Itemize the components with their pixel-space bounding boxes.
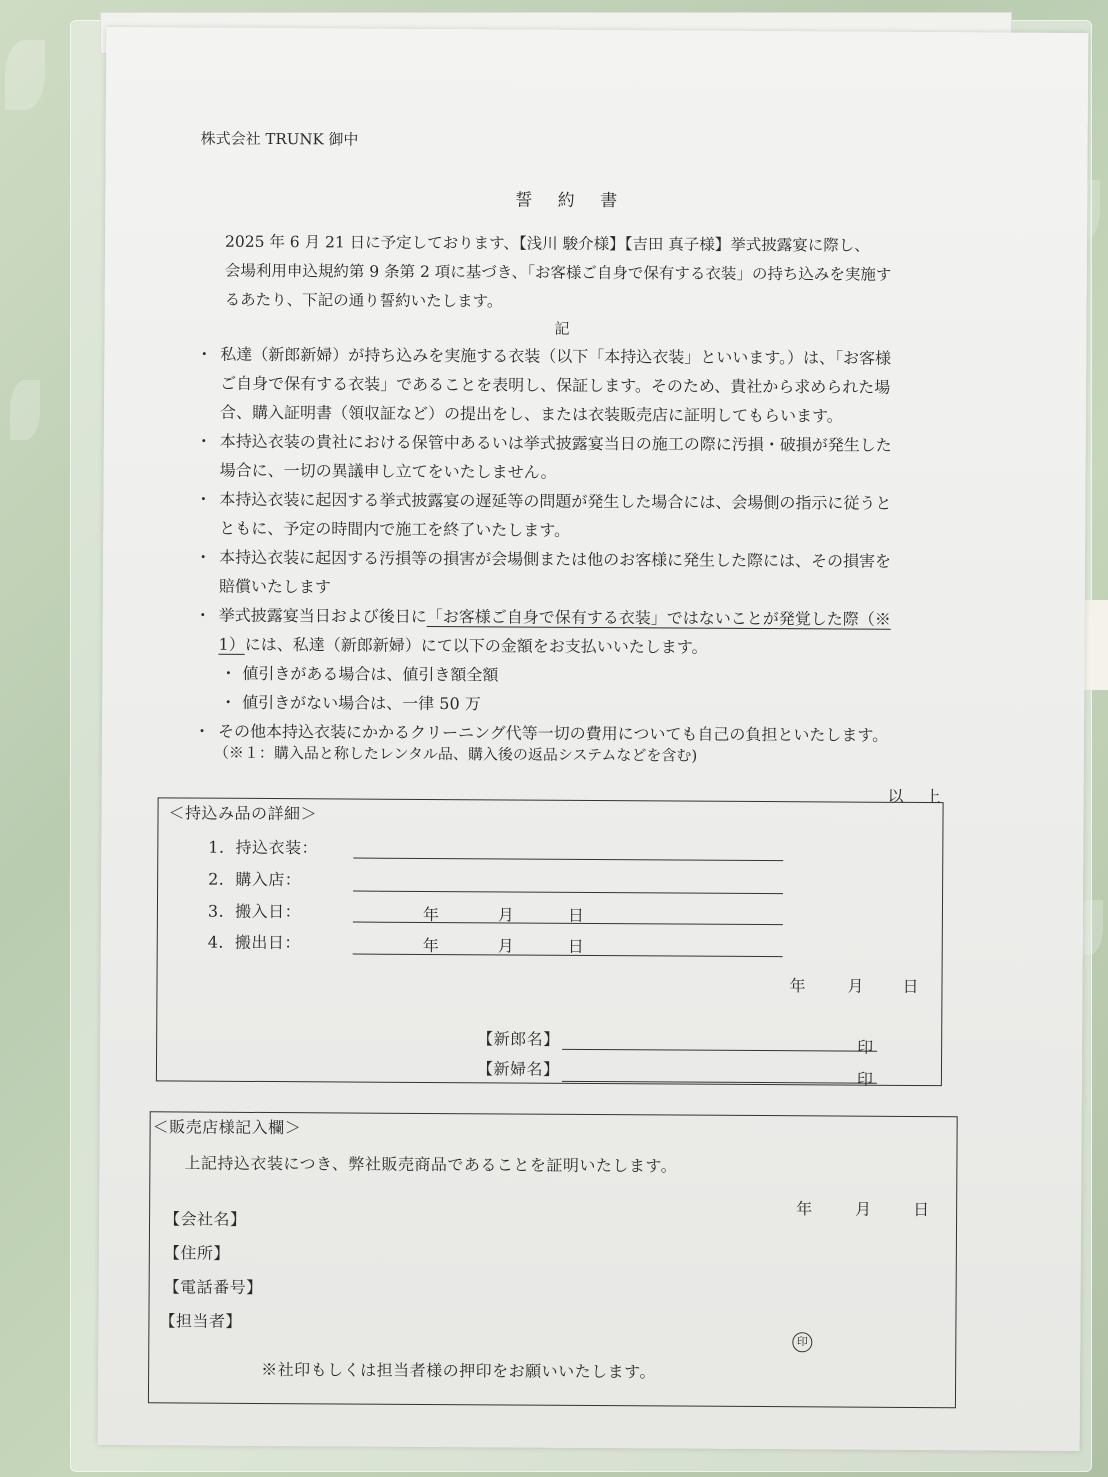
year-label: 年	[789, 976, 807, 996]
bride-name-field[interactable]	[562, 1081, 877, 1084]
item-line: 本持込衣装の貴社における保管中あるいは挙式披露宴当日の施工の際に汚損・破損が発生した	[219, 431, 892, 455]
month-label: 月	[497, 936, 515, 956]
pledge-list	[192, 340, 1054, 751]
bullet-mark: ・	[194, 605, 211, 625]
ki-heading: 記	[554, 319, 570, 338]
person-label: 【担当者】	[159, 1311, 243, 1331]
list-item	[194, 340, 1055, 432]
list-item	[193, 485, 1053, 548]
item-line: 本持込衣装に起因する汚損等の損害が会場側または他のお客様に発生した際には、その損害を	[219, 547, 892, 571]
bullet-mark: ・	[195, 489, 212, 509]
seal-mark: 印	[856, 1069, 874, 1089]
address-label: 【住所】	[163, 1243, 230, 1263]
details-heading: ＜持込み品の詳細＞	[168, 803, 318, 824]
seal-circle-icon: 印	[792, 1332, 812, 1352]
shop-statement: 上記持込衣装につき、弊社販売商品であることを証明いたします。	[184, 1153, 678, 1176]
item-line: 場合に、一切の異議申し立てをいたしません。	[219, 460, 557, 482]
day-label: 日	[567, 905, 585, 925]
footnote: （※１：購入品と称したレンタル品、購入後の返品システムなどを含む)	[213, 743, 698, 765]
item-label-pickup-date: 4．搬出日：	[207, 932, 301, 953]
item-line: その他本持込衣装にかかるクリーニング代等一切の費用についても自己の負担といたします。	[217, 721, 889, 745]
item-line: 合、購入証明書（領収証など）の提出をし、または衣装販売店に証明してもらいます。	[219, 402, 843, 426]
year-label: 年	[796, 1199, 813, 1219]
year-label: 年	[422, 935, 440, 956]
item-line: ともに、予定の時間内で施工を終了いたします。	[219, 518, 571, 540]
intro-line: 会場利用申込規約第 9 条第 2 項に基づき、「お客様ご自身で保有する衣装」の持ち込みを実施す	[224, 261, 892, 284]
day-label: 日	[913, 1199, 930, 1220]
item-line: ご自身で保有する衣装」であることを表明し、保証します。そのため、貴社から求められた場	[220, 373, 891, 397]
bullet-mark: ・	[220, 692, 237, 712]
item-line: 私達（新郎新婦）が持ち込みを実施する衣装（以下「本持込衣装」といいます。）は、「お客様	[220, 344, 892, 368]
groom-name-field[interactable]	[562, 1049, 877, 1052]
item-line: 賠償いたします	[218, 576, 331, 597]
bride-label: 【新婦名】	[476, 1059, 560, 1079]
item-line: 本持込衣装に起因する挙式披露宴の遅延等の問題が発生した場合には、会場側の指示に従うと	[219, 489, 892, 513]
list-item	[193, 543, 1053, 606]
addressee: 株式会社 TRUNK 御中	[200, 129, 359, 149]
company-label: 【会社名】	[164, 1209, 247, 1229]
leaf-pattern	[10, 380, 40, 440]
day-label: 日	[567, 936, 585, 956]
list-item	[194, 427, 1054, 490]
bullet-mark: ・	[196, 344, 213, 364]
intro-line: 2025 年 6 月 21 日に予定しております、【浅川 駿介様】【吉田 真子様】挙式披露宴に際し、	[224, 232, 870, 255]
day-label: 日	[902, 976, 920, 996]
list-item	[192, 601, 1052, 664]
item-label-costume: 1．持込衣装：	[208, 837, 319, 858]
item-label-delivery-date: 3．搬入日：	[207, 901, 302, 922]
item-line: 値引きがない場合は、一律 50 万	[242, 692, 481, 714]
shop-footer-note: ※社印もしくは担当者様の押印をお願いいたします。	[261, 1359, 656, 1382]
document-title: 誓 約 書	[515, 190, 628, 212]
seal-mark: 印	[857, 1037, 874, 1057]
item-text: 挙式披露宴当日および後日に	[218, 605, 427, 626]
underlined-text: 「お客様ご自身で保有する衣装」ではないことが発覚した際（※	[426, 606, 891, 629]
leaf-pattern	[5, 40, 45, 110]
closing-mark: 以 上	[887, 786, 949, 807]
shop-box	[148, 1111, 958, 1408]
month-label: 月	[847, 976, 865, 996]
item-text: には、私達（新郎新婦）にて以下の金額をお支払いいたします。	[244, 634, 708, 657]
phone-label: 【電話番号】	[163, 1277, 263, 1297]
year-label: 年	[422, 904, 440, 925]
month-label: 月	[855, 1199, 872, 1219]
intro-line: るあたり、下記の通り誓約いたします。	[224, 290, 503, 311]
month-label: 月	[497, 905, 515, 925]
shop-heading: ＜販売店様記入欄＞	[152, 1117, 302, 1138]
costume-field[interactable]	[353, 858, 783, 862]
item-label-shop: 2．購入店：	[208, 869, 302, 890]
bullet-mark: ・	[220, 663, 237, 683]
bullet-mark: ・	[195, 547, 212, 567]
intro-paragraph	[225, 228, 892, 319]
details-box	[156, 797, 944, 1089]
bullet-mark: ・	[195, 431, 212, 451]
bullet-mark: ・	[193, 721, 211, 741]
underlined-text: 1）	[218, 634, 245, 654]
item-line: 値引きがある場合は、値引き額全額	[242, 663, 499, 685]
pledge-document	[98, 27, 1089, 1451]
groom-label: 【新郎名】	[477, 1029, 560, 1049]
shop-field[interactable]	[353, 891, 783, 895]
